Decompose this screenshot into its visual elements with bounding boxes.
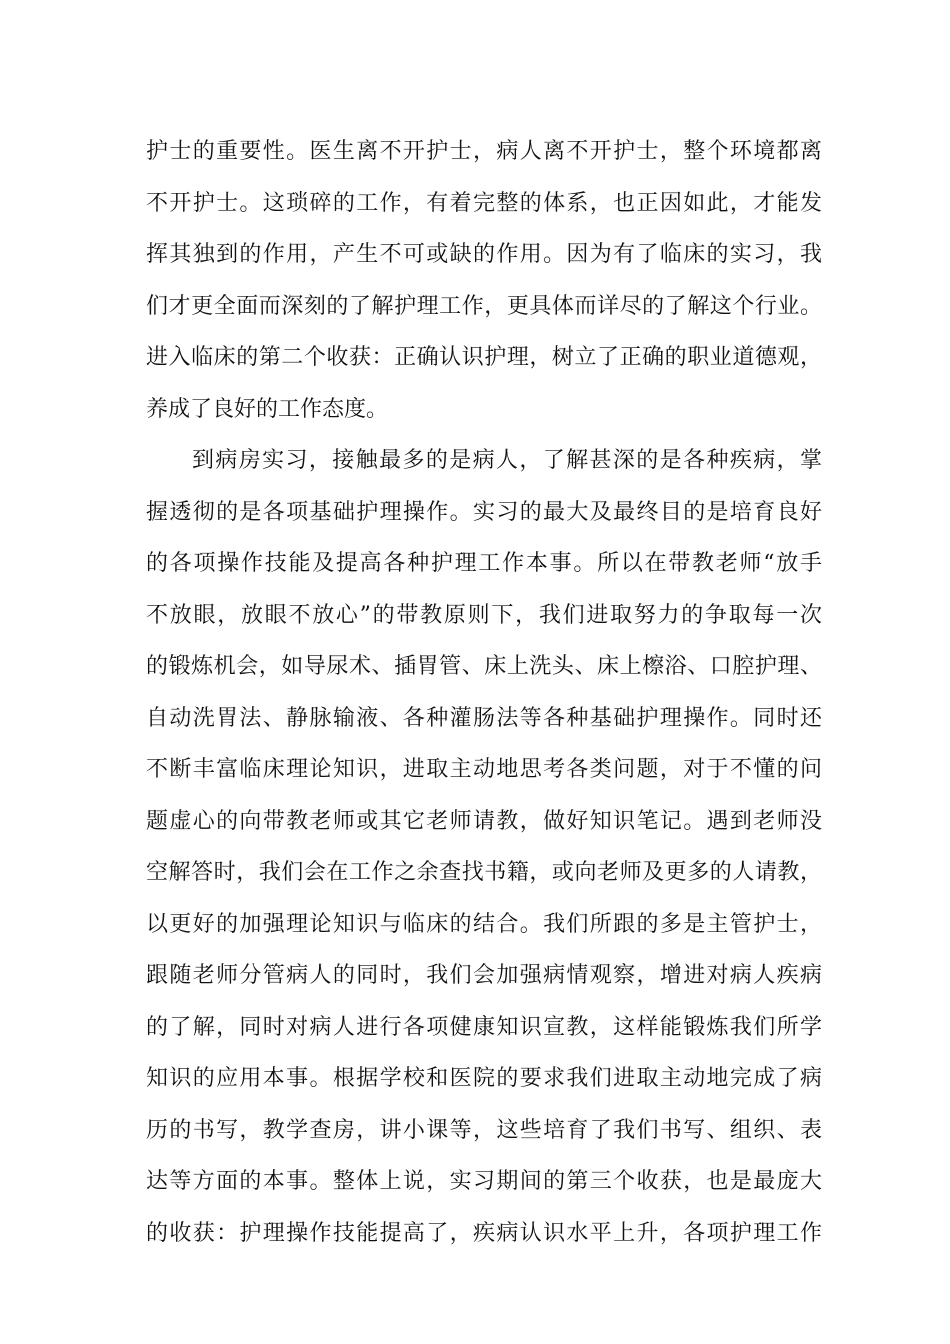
- text-line: 跟随老师分管病人的同时，我们会加强病情观察，增进对病人疾病: [146, 963, 822, 988]
- text-line: 的各项操作技能及提高各种护理工作本事。所以在带教老师“放手: [146, 551, 822, 576]
- text-line: 护士的重要性。医生离不开护士，病人离不开护士，整个环境都离: [146, 139, 822, 164]
- text-line: 的收获：护理操作技能提高了，疾病认识水平上升，各项护理工作: [146, 1220, 822, 1246]
- text-line: 达等方面的本事。整体上说，实习期间的第三个收获，也是最庞大: [146, 1169, 822, 1194]
- body-text: [146, 126, 822, 1259]
- text-line: 以更好的加强理论知识与临床的结合。我们所跟的多是主管护士，: [146, 911, 822, 937]
- text-line: 自动洗胃法、静脉输液、各种灌肠法等各种基础护理操作。同时还: [146, 705, 822, 731]
- paragraph-start-line: 到病房实习，接触最多的是病人，了解甚深的是各种疾病，掌: [192, 448, 822, 473]
- text-line: 们才更全面而深刻的了解护理工作，更具体而详尽的了解这个行业。: [146, 293, 822, 319]
- text-line: 握透彻的是各项基础护理操作。实习的最大及最终目的是培育良好: [146, 499, 822, 525]
- text-line: 历的书写，教学查房，讲小课等，这些培育了我们书写、组织、表: [146, 1117, 822, 1143]
- text-line: 养成了良好的工作态度。: [146, 396, 389, 422]
- text-line: 不放眼，放眼不放心”的带教原则下，我们进取努力的争取每一次: [146, 602, 822, 628]
- text-line: 挥其独到的作用，产生不可或缺的作用。因为有了临床的实习，我: [146, 242, 822, 267]
- text-line: 不断丰富临床理论知识，进取主动地思考各类问题，对于不懂的问: [146, 757, 822, 782]
- text-line: 的锻炼机会，如导尿术、插胃管、床上洗头、床上檫浴、口腔护理、: [146, 654, 822, 679]
- text-line: 知识的应用本事。根据学校和医院的要求我们进取主动地完成了病: [146, 1066, 822, 1091]
- text-line: 的了解，同时对病人进行各项健康知识宣教，这样能锻炼我们所学: [146, 1014, 822, 1040]
- text-line: 进入临床的第二个收获：正确认识护理，树立了正确的职业道德观，: [146, 345, 822, 370]
- text-line: 空解答时，我们会在工作之余查找书籍，或向老师及更多的人请教，: [146, 860, 822, 885]
- text-line: 不开护士。这琐碎的工作，有着完整的体系，也正因如此，才能发: [146, 190, 822, 216]
- text-line: 题虚心的向带教老师或其它老师请教，做好知识笔记。遇到老师没: [146, 808, 822, 834]
